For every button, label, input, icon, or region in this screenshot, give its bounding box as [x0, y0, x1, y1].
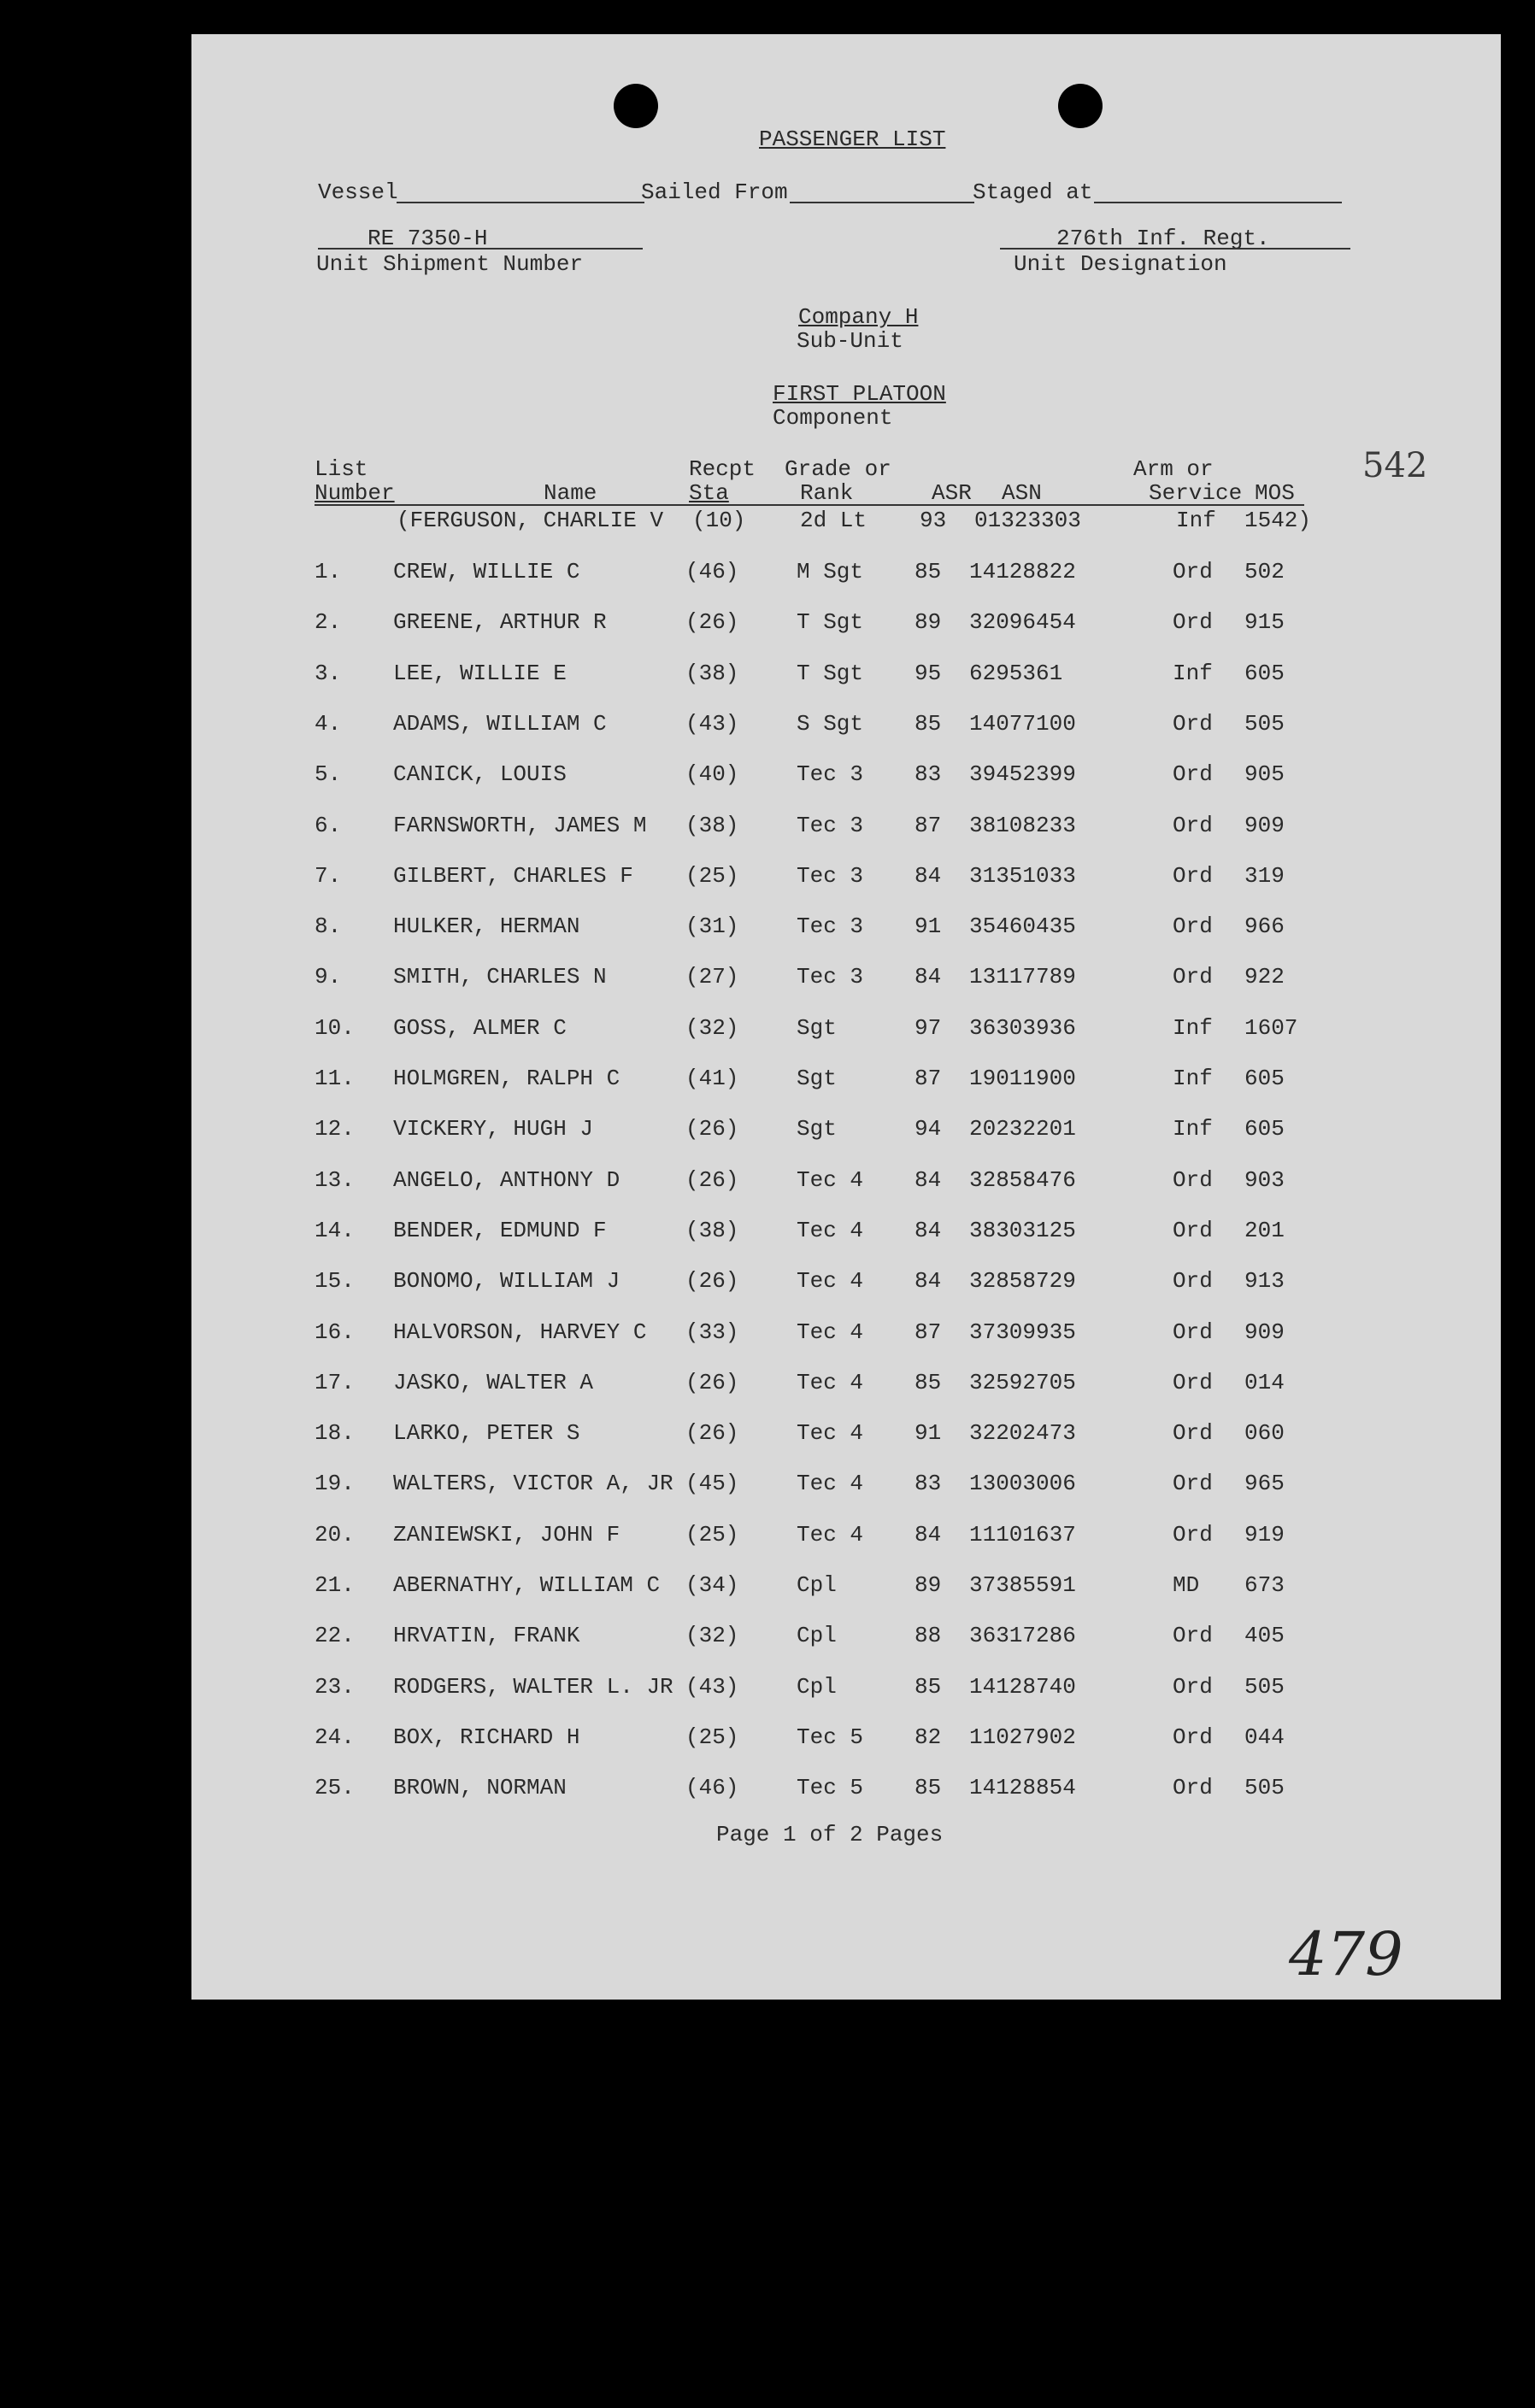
row-number: 16. [315, 1319, 355, 1345]
table-row [191, 1724, 1501, 1759]
row-asn: 37385591 [969, 1572, 1076, 1598]
row-name: LARKO, PETER S [393, 1420, 580, 1446]
officer-asn: 01323303 [974, 508, 1081, 533]
header-mos: MOS [1255, 480, 1295, 506]
row-sta: (26) [685, 1268, 739, 1294]
row-asr: 95 [915, 661, 942, 686]
row-number: 24. [315, 1724, 355, 1750]
row-name: GREENE, ARTHUR R [393, 609, 607, 635]
row-name: HOLMGREN, RALPH C [393, 1066, 620, 1091]
row-asn: 35460435 [969, 913, 1076, 939]
page-footer: Page 1 of 2 Pages [716, 1822, 944, 1847]
row-arm: Ord [1173, 1522, 1213, 1548]
row-arm: MD [1173, 1572, 1200, 1598]
row-mos: 919 [1244, 1522, 1285, 1548]
row-sta: (33) [685, 1319, 739, 1345]
row-mos: 915 [1244, 609, 1285, 635]
table-row [191, 711, 1501, 745]
officer-arm: Inf [1176, 508, 1216, 533]
document-title: PASSENGER LIST [759, 126, 946, 152]
row-rank: Tec 5 [797, 1724, 864, 1750]
row-mos: 922 [1244, 964, 1285, 990]
row-sta: (26) [685, 1116, 739, 1142]
row-mos: 505 [1244, 711, 1285, 737]
row-number: 25. [315, 1775, 355, 1800]
officer-mos: 1542) [1244, 508, 1312, 533]
table-row [191, 1674, 1501, 1708]
row-asn: 6295361 [969, 661, 1063, 686]
corner-number: 542 [1362, 446, 1428, 485]
table-row [191, 1319, 1501, 1354]
row-name: CANICK, LOUIS [393, 761, 567, 787]
row-sta: (38) [685, 661, 739, 686]
unit-shipment-number: RE 7350-H [368, 226, 488, 251]
row-arm: Ord [1173, 1167, 1213, 1193]
row-arm: Ord [1173, 1420, 1213, 1446]
row-asn: 14077100 [969, 711, 1076, 737]
row-mos: 044 [1244, 1724, 1285, 1750]
header-asn: ASN [1002, 480, 1042, 506]
row-asn: 32858476 [969, 1167, 1076, 1193]
sailed-from-line [790, 202, 974, 203]
row-arm: Inf [1173, 1116, 1213, 1142]
header-rank: Rank [800, 480, 854, 506]
row-number: 2. [315, 609, 342, 635]
row-asr: 85 [915, 1775, 942, 1800]
row-asr: 91 [915, 1420, 942, 1446]
row-number: 10. [315, 1015, 355, 1041]
row-arm: Ord [1173, 1623, 1213, 1648]
row-sta: (26) [685, 1370, 739, 1395]
row-number: 7. [315, 863, 342, 889]
officer-name: (FERGUSON, CHARLIE V [397, 508, 664, 533]
row-sta: (46) [685, 559, 739, 584]
table-row [191, 1471, 1501, 1505]
row-rank: Cpl [797, 1623, 837, 1648]
row-name: VICKERY, HUGH J [393, 1116, 594, 1142]
row-asr: 89 [915, 1572, 942, 1598]
header-grade: Grade or [785, 456, 891, 482]
row-rank: M Sgt [797, 559, 864, 584]
row-rank: Tec 4 [797, 1167, 864, 1193]
table-row [191, 1167, 1501, 1201]
row-name: BONOMO, WILLIAM J [393, 1268, 620, 1294]
row-asn: 20232201 [969, 1116, 1076, 1142]
row-name: LEE, WILLIE E [393, 661, 567, 686]
row-asr: 94 [915, 1116, 942, 1142]
row-asr: 84 [915, 1218, 942, 1243]
row-sta: (32) [685, 1623, 739, 1648]
row-number: 14. [315, 1218, 355, 1243]
row-asr: 83 [915, 1471, 942, 1496]
row-rank: Tec 3 [797, 761, 864, 787]
row-number: 17. [315, 1370, 355, 1395]
row-number: 19. [315, 1471, 355, 1496]
row-sta: (40) [685, 761, 739, 787]
row-number: 20. [315, 1522, 355, 1548]
table-row [191, 1420, 1501, 1454]
row-asn: 32858729 [969, 1268, 1076, 1294]
row-asr: 84 [915, 1522, 942, 1548]
row-name: GILBERT, CHARLES F [393, 863, 633, 889]
row-number: 8. [315, 913, 342, 939]
row-mos: 966 [1244, 913, 1285, 939]
header-asr: ASR [932, 480, 972, 506]
row-number: 18. [315, 1420, 355, 1446]
row-asr: 84 [915, 1268, 942, 1294]
row-asn: 39452399 [969, 761, 1076, 787]
row-asn: 13003006 [969, 1471, 1076, 1496]
row-mos: 201 [1244, 1218, 1285, 1243]
staged-at-line [1094, 202, 1342, 203]
row-number: 9. [315, 964, 342, 990]
table-row [191, 559, 1501, 593]
header-rule [315, 504, 1304, 506]
row-sta: (38) [685, 813, 739, 838]
row-arm: Ord [1173, 711, 1213, 737]
header-sta: Sta [689, 480, 729, 506]
header-recpt: Recpt [689, 456, 756, 482]
row-asn: 36303936 [969, 1015, 1076, 1041]
row-mos: 605 [1244, 1116, 1285, 1142]
row-arm: Ord [1173, 761, 1213, 787]
row-rank: Sgt [797, 1015, 837, 1041]
row-mos: 505 [1244, 1775, 1285, 1800]
row-rank: Tec 4 [797, 1268, 864, 1294]
row-asr: 85 [915, 1674, 942, 1700]
handwritten-number: 479 [1289, 1919, 1403, 1989]
row-asr: 88 [915, 1623, 942, 1648]
row-asn: 31351033 [969, 863, 1076, 889]
row-sta: (43) [685, 711, 739, 737]
row-number: 5. [315, 761, 342, 787]
row-rank: Tec 4 [797, 1471, 864, 1496]
row-asn: 13117789 [969, 964, 1076, 990]
row-arm: Ord [1173, 913, 1213, 939]
row-mos: 909 [1244, 1319, 1285, 1345]
row-name: HRVATIN, FRANK [393, 1623, 580, 1648]
row-number: 4. [315, 711, 342, 737]
row-number: 12. [315, 1116, 355, 1142]
row-asn: 37309935 [969, 1319, 1076, 1345]
row-sta: (46) [685, 1775, 739, 1800]
row-arm: Ord [1173, 1724, 1213, 1750]
row-mos: 903 [1244, 1167, 1285, 1193]
row-rank: Tec 5 [797, 1775, 864, 1800]
table-row [191, 761, 1501, 796]
sub-unit-label: Sub-Unit [797, 328, 903, 354]
row-asn: 14128822 [969, 559, 1076, 584]
row-mos: 905 [1244, 761, 1285, 787]
component-label: Component [773, 405, 893, 431]
row-asr: 85 [915, 1370, 942, 1395]
row-arm: Inf [1173, 661, 1213, 686]
table-row [191, 1015, 1501, 1049]
row-number: 11. [315, 1066, 355, 1091]
table-row [191, 964, 1501, 998]
row-sta: (27) [685, 964, 739, 990]
table-row [191, 1775, 1501, 1809]
row-rank: Tec 4 [797, 1420, 864, 1446]
row-name: ABERNATHY, WILLIAM C [393, 1572, 661, 1598]
row-asn: 14128740 [969, 1674, 1076, 1700]
row-rank: Tec 4 [797, 1319, 864, 1345]
row-arm: Ord [1173, 1218, 1213, 1243]
row-rank: Tec 3 [797, 863, 864, 889]
row-name: ANGELO, ANTHONY D [393, 1167, 620, 1193]
row-sta: (26) [685, 1420, 739, 1446]
row-mos: 405 [1244, 1623, 1285, 1648]
sub-unit: Company H [798, 304, 919, 330]
row-asr: 97 [915, 1015, 942, 1041]
row-number: 23. [315, 1674, 355, 1700]
row-rank: Sgt [797, 1116, 837, 1142]
row-arm: Ord [1173, 964, 1213, 990]
officer-asr: 93 [920, 508, 947, 533]
row-arm: Ord [1173, 1268, 1213, 1294]
row-rank: Cpl [797, 1572, 837, 1598]
row-asn: 11027902 [969, 1724, 1076, 1750]
row-sta: (41) [685, 1066, 739, 1091]
component: FIRST PLATOON [773, 381, 946, 407]
row-name: JASKO, WALTER A [393, 1370, 594, 1395]
row-asr: 87 [915, 1066, 942, 1091]
row-name: RODGERS, WALTER L. JR [393, 1674, 673, 1700]
row-asr: 87 [915, 813, 942, 838]
row-rank: T Sgt [797, 661, 864, 686]
row-asr: 85 [915, 559, 942, 584]
row-mos: 913 [1244, 1268, 1285, 1294]
row-asn: 32592705 [969, 1370, 1076, 1395]
punch-hole-left [614, 84, 658, 128]
row-arm: Inf [1173, 1015, 1213, 1041]
unit-shipment-line [318, 248, 643, 250]
unit-designation-line [1000, 248, 1350, 250]
officer-row [191, 508, 1501, 542]
row-name: HULKER, HERMAN [393, 913, 580, 939]
unit-designation-label: Unit Designation [1014, 251, 1227, 277]
row-sta: (31) [685, 913, 739, 939]
table-row [191, 609, 1501, 643]
row-rank: Tec 3 [797, 964, 864, 990]
row-mos: 505 [1244, 1674, 1285, 1700]
row-rank: Tec 4 [797, 1522, 864, 1548]
row-number: 15. [315, 1268, 355, 1294]
row-mos: 605 [1244, 661, 1285, 686]
row-number: 3. [315, 661, 342, 686]
row-sta: (26) [685, 1167, 739, 1193]
row-mos: 673 [1244, 1572, 1285, 1598]
row-name: GOSS, ALMER C [393, 1015, 567, 1041]
row-rank: Tec 4 [797, 1218, 864, 1243]
table-row [191, 1370, 1501, 1404]
row-arm: Ord [1173, 1319, 1213, 1345]
row-mos: 014 [1244, 1370, 1285, 1395]
staged-at-label: Staged at [973, 179, 1093, 205]
row-arm: Ord [1173, 1471, 1213, 1496]
unit-designation: 276th Inf. Regt. [1056, 226, 1270, 251]
row-sta: (34) [685, 1572, 739, 1598]
row-sta: (43) [685, 1674, 739, 1700]
officer-rank: 2d Lt [800, 508, 867, 533]
row-rank: Tec 3 [797, 813, 864, 838]
row-number: 13. [315, 1167, 355, 1193]
table-row [191, 1268, 1501, 1302]
row-name: BOX, RICHARD H [393, 1724, 580, 1750]
row-mos: 1607 [1244, 1015, 1298, 1041]
row-name: HALVORSON, HARVEY C [393, 1319, 647, 1345]
table-row [191, 1116, 1501, 1150]
row-asn: 19011900 [969, 1066, 1076, 1091]
row-arm: Ord [1173, 863, 1213, 889]
table-row [191, 913, 1501, 948]
row-asn: 38303125 [969, 1218, 1076, 1243]
row-arm: Ord [1173, 1674, 1213, 1700]
table-row [191, 1218, 1501, 1252]
vessel-line [397, 202, 644, 203]
document-page [191, 34, 1501, 2000]
row-name: WALTERS, VICTOR A, JR [393, 1471, 673, 1496]
row-asn: 32096454 [969, 609, 1076, 635]
row-mos: 060 [1244, 1420, 1285, 1446]
row-name: CREW, WILLIE C [393, 559, 580, 584]
row-asr: 84 [915, 1167, 942, 1193]
row-asn: 32202473 [969, 1420, 1076, 1446]
row-name: ADAMS, WILLIAM C [393, 711, 607, 737]
row-asn: 36317286 [969, 1623, 1076, 1648]
row-name: ZANIEWSKI, JOHN F [393, 1522, 620, 1548]
row-arm: Ord [1173, 1370, 1213, 1395]
row-asn: 38108233 [969, 813, 1076, 838]
row-arm: Ord [1173, 813, 1213, 838]
row-sta: (32) [685, 1015, 739, 1041]
row-sta: (25) [685, 863, 739, 889]
row-number: 22. [315, 1623, 355, 1648]
row-mos: 502 [1244, 559, 1285, 584]
row-arm: Ord [1173, 609, 1213, 635]
row-asr: 83 [915, 761, 942, 787]
row-asr: 84 [915, 863, 942, 889]
unit-shipment-number-label: Unit Shipment Number [316, 251, 584, 277]
row-rank: Sgt [797, 1066, 837, 1091]
table-row [191, 1572, 1501, 1606]
row-name: FARNSWORTH, JAMES M [393, 813, 647, 838]
row-arm: Ord [1173, 1775, 1213, 1800]
row-arm: Inf [1173, 1066, 1213, 1091]
row-name: BENDER, EDMUND F [393, 1218, 607, 1243]
row-asr: 89 [915, 609, 942, 635]
row-rank: Tec 3 [797, 913, 864, 939]
header-list: List [315, 456, 368, 482]
row-asr: 82 [915, 1724, 942, 1750]
vessel-label: Vessel [318, 179, 398, 205]
row-sta: (38) [685, 1218, 739, 1243]
header-service: Service [1149, 480, 1243, 506]
row-mos: 605 [1244, 1066, 1285, 1091]
row-number: 1. [315, 559, 342, 584]
row-asn: 14128854 [969, 1775, 1076, 1800]
table-row [191, 863, 1501, 897]
row-rank: T Sgt [797, 609, 864, 635]
row-sta: (45) [685, 1471, 739, 1496]
row-number: 21. [315, 1572, 355, 1598]
row-sta: (26) [685, 609, 739, 635]
row-mos: 965 [1244, 1471, 1285, 1496]
row-rank: Tec 4 [797, 1370, 864, 1395]
row-name: BROWN, NORMAN [393, 1775, 567, 1800]
row-asr: 91 [915, 913, 942, 939]
row-asn: 11101637 [969, 1522, 1076, 1548]
table-row [191, 1522, 1501, 1556]
header-arm-or: Arm or [1133, 456, 1214, 482]
table-row [191, 1623, 1501, 1657]
officer-sta: (10) [692, 508, 746, 533]
row-asr: 84 [915, 964, 942, 990]
row-number: 6. [315, 813, 342, 838]
row-name: SMITH, CHARLES N [393, 964, 607, 990]
punch-hole-right [1058, 84, 1103, 128]
sailed-from-label: Sailed From [641, 179, 788, 205]
row-arm: Ord [1173, 559, 1213, 584]
row-rank: Cpl [797, 1674, 837, 1700]
header-name: Name [544, 480, 597, 506]
header-number: Number [315, 480, 395, 506]
row-rank: S Sgt [797, 711, 864, 737]
table-row [191, 813, 1501, 847]
row-asr: 85 [915, 711, 942, 737]
row-asr: 87 [915, 1319, 942, 1345]
row-sta: (25) [685, 1724, 739, 1750]
table-row [191, 1066, 1501, 1100]
row-sta: (25) [685, 1522, 739, 1548]
table-row [191, 661, 1501, 695]
row-mos: 319 [1244, 863, 1285, 889]
row-mos: 909 [1244, 813, 1285, 838]
